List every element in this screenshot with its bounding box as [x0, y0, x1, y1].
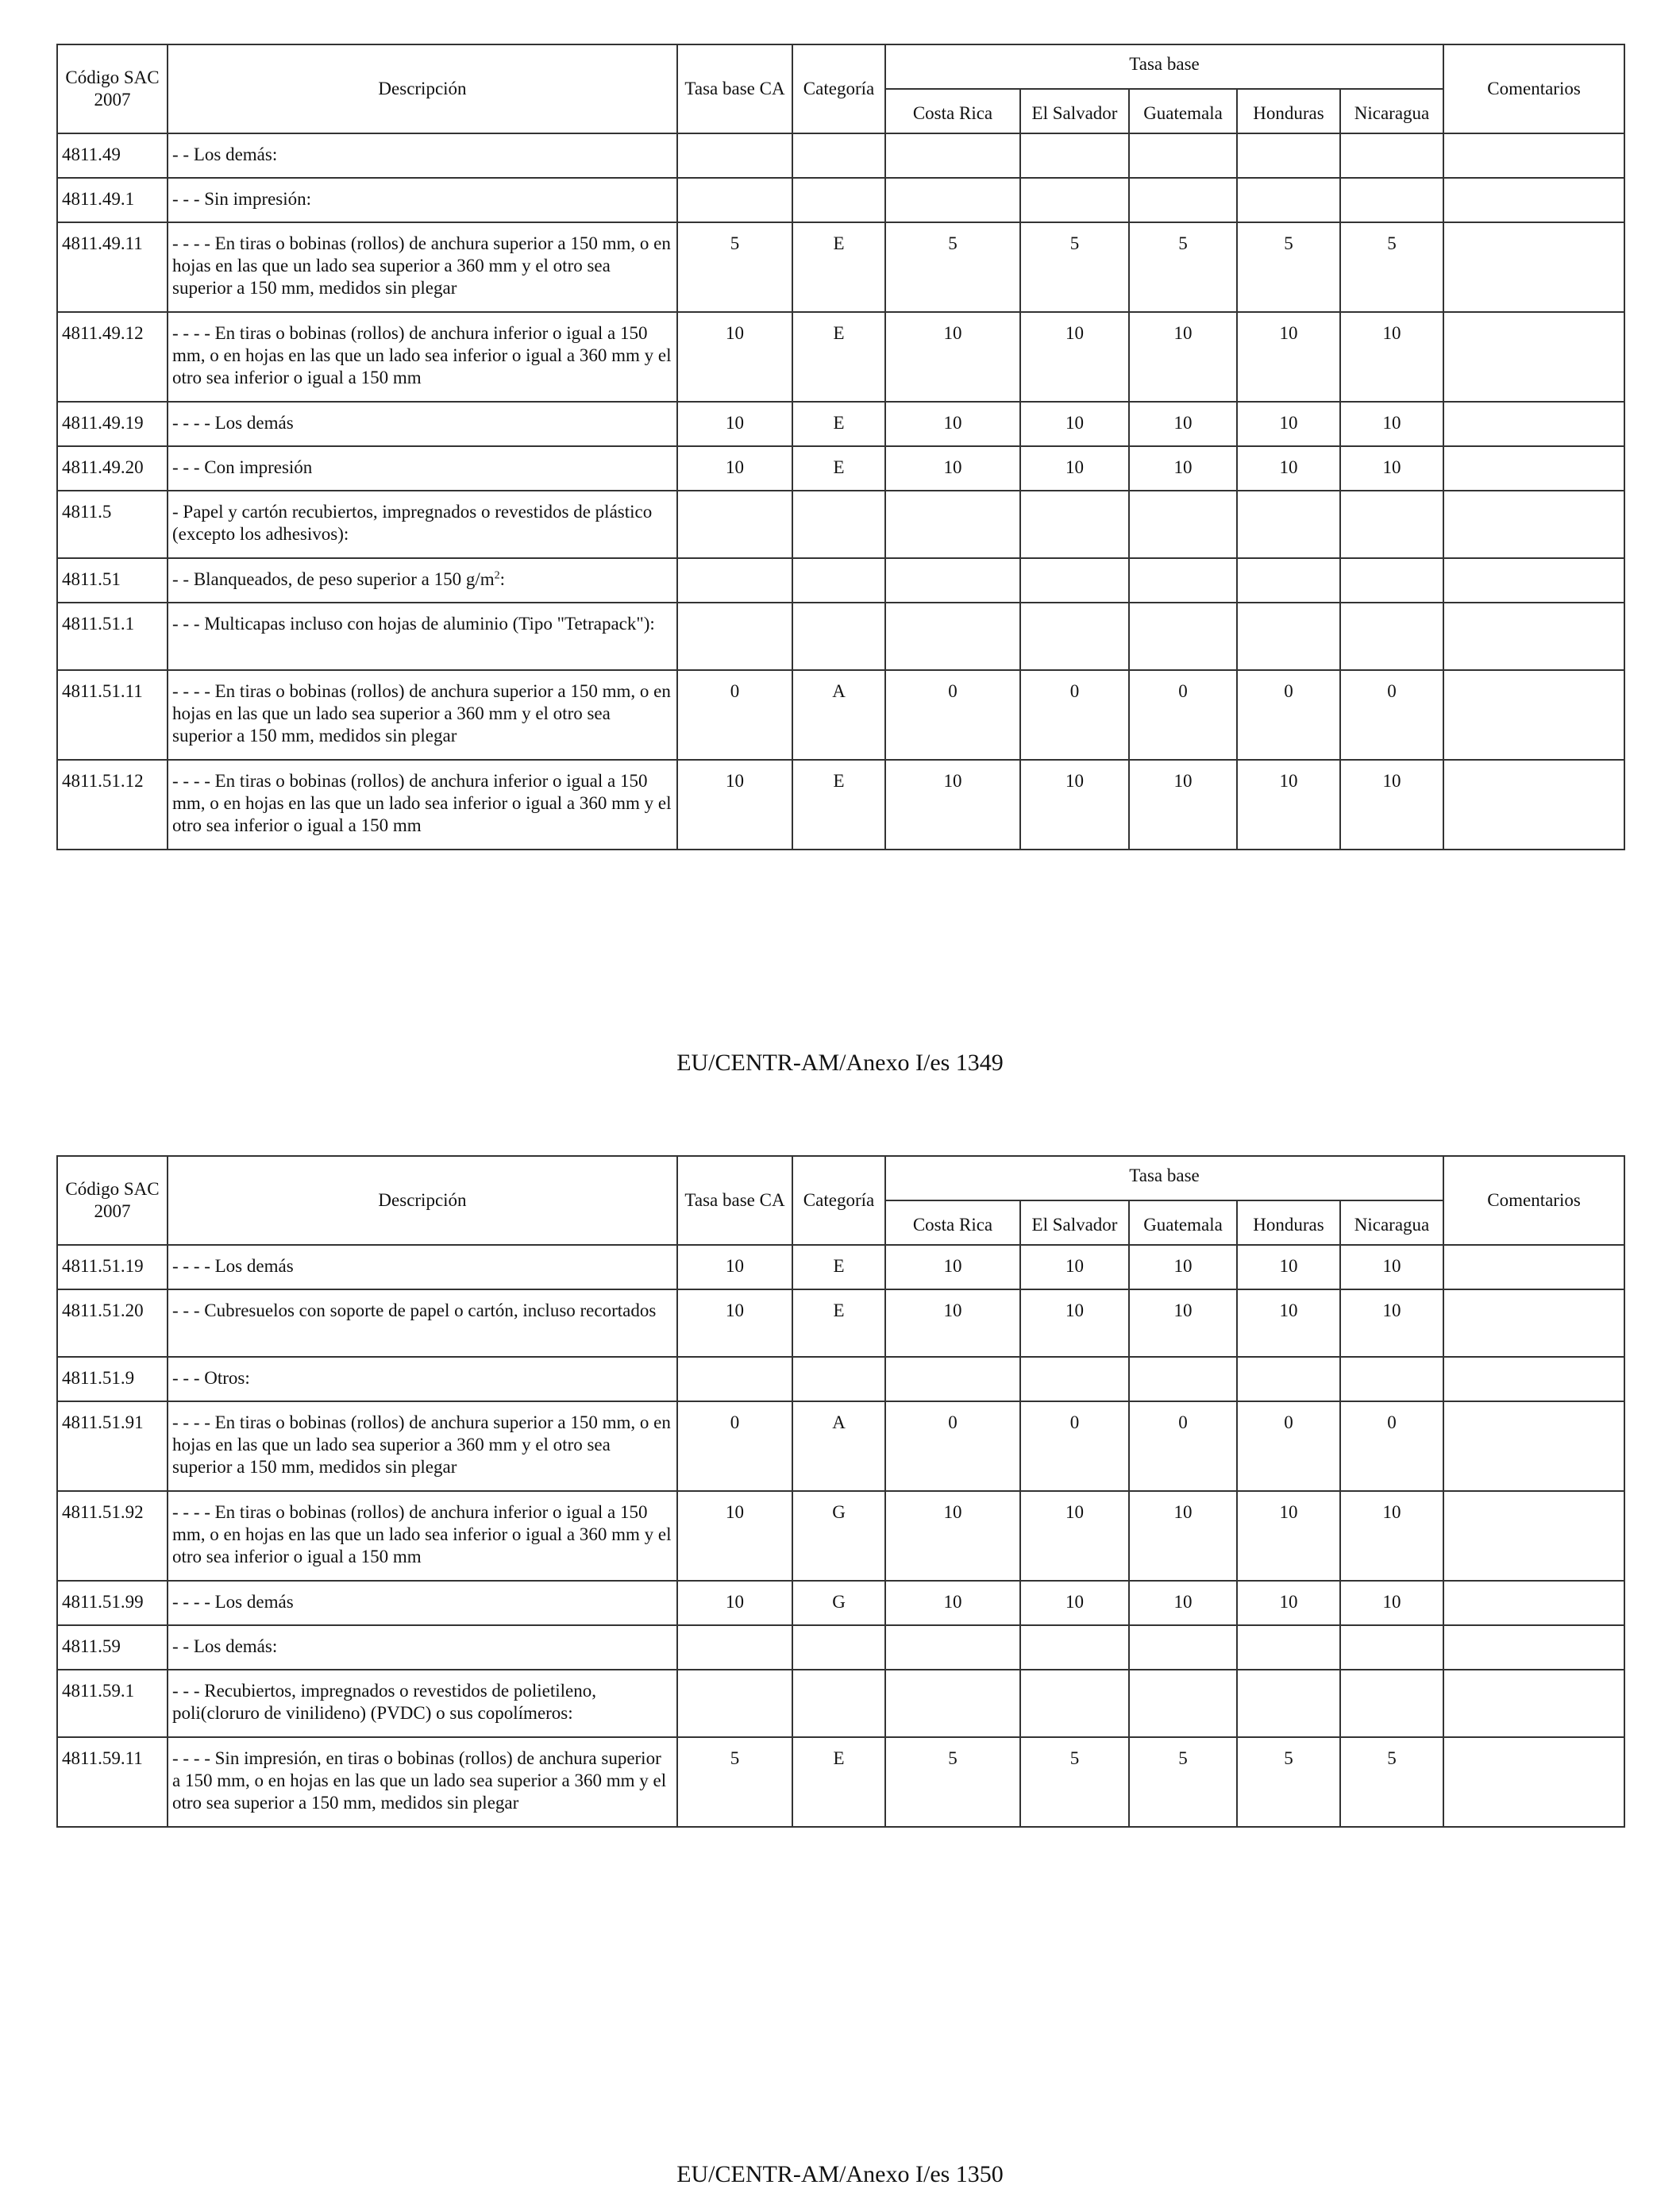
rate-ca-cell: 10	[677, 760, 792, 850]
honduras-cell: 10	[1237, 446, 1340, 491]
costa-rica-cell	[885, 178, 1020, 222]
honduras-cell: 5	[1237, 222, 1340, 312]
header-base-rate: Tasa base	[885, 44, 1443, 89]
el-salvador-cell	[1020, 1625, 1129, 1670]
guatemala-cell: 5	[1129, 222, 1237, 312]
nicaragua-cell	[1340, 1357, 1443, 1401]
rate-ca-cell	[677, 133, 792, 178]
honduras-cell: 10	[1237, 1245, 1340, 1289]
el-salvador-cell: 10	[1020, 760, 1129, 850]
description-text: - - Blanqueados, de peso superior a 150 g/m	[172, 569, 495, 589]
nicaragua-cell	[1340, 133, 1443, 178]
code-cell: 4811.51.12	[57, 760, 168, 850]
header-country: El Salvador	[1020, 1200, 1129, 1245]
code-cell: 4811.51.99	[57, 1581, 168, 1625]
nicaragua-cell: 10	[1340, 446, 1443, 491]
description-cell: - - - Recubiertos, impregnados o revestidos de polietileno, poli(cloruro de vinilideno) (PVDC) o sus copolímeros:	[168, 1670, 677, 1737]
code-cell: 4811.51.20	[57, 1289, 168, 1357]
rate-ca-cell	[677, 491, 792, 558]
nicaragua-cell: 10	[1340, 312, 1443, 402]
rate-ca-cell	[677, 1670, 792, 1737]
comments-cell	[1443, 558, 1624, 603]
description-cell: - - - Cubresuelos con soporte de papel o cartón, incluso recortados	[168, 1289, 677, 1357]
rate-ca-cell: 0	[677, 670, 792, 760]
header-code: Código SAC 2007	[57, 44, 168, 133]
costa-rica-cell	[885, 1670, 1020, 1737]
comments-cell	[1443, 1491, 1624, 1581]
table-row	[57, 312, 1624, 402]
nicaragua-cell	[1340, 603, 1443, 670]
header-comments: Comentarios	[1443, 1156, 1624, 1245]
category-cell: G	[792, 1491, 885, 1581]
table-row	[57, 178, 1624, 222]
nicaragua-cell: 10	[1340, 1581, 1443, 1625]
table-row	[57, 1357, 1624, 1401]
costa-rica-cell: 5	[885, 1737, 1020, 1827]
costa-rica-cell: 10	[885, 1491, 1020, 1581]
el-salvador-cell: 10	[1020, 402, 1129, 446]
costa-rica-cell: 10	[885, 760, 1020, 850]
comments-cell	[1443, 760, 1624, 850]
description-cell: - - - Otros:	[168, 1357, 677, 1401]
guatemala-cell: 10	[1129, 1245, 1237, 1289]
description-cell: - - - - En tiras o bobinas (rollos) de anchura superior a 150 mm, o en hojas en las que un lado sea superior a 360 mm y el otro sea superior a 150 mm, medidos sin plegar	[168, 222, 677, 312]
rate-ca-cell: 5	[677, 222, 792, 312]
description-cell: - - - Con impresión	[168, 446, 677, 491]
costa-rica-cell: 0	[885, 670, 1020, 760]
category-cell	[792, 558, 885, 603]
header-rate-ca: Tasa base CA	[677, 1156, 792, 1245]
header-country: Costa Rica	[885, 89, 1020, 133]
category-cell	[792, 1670, 885, 1737]
guatemala-cell	[1129, 178, 1237, 222]
nicaragua-cell: 10	[1340, 1289, 1443, 1357]
costa-rica-cell	[885, 1625, 1020, 1670]
description-cell: - - - - En tiras o bobinas (rollos) de anchura inferior o igual a 150 mm, o en hojas en las que un lado sea inferior o igual a 360 mm y el otro sea inferior o igual a 150 mm	[168, 1491, 677, 1581]
rate-ca-cell: 10	[677, 1289, 792, 1357]
header-description: Descripción	[168, 44, 677, 133]
costa-rica-cell: 10	[885, 1289, 1020, 1357]
honduras-cell	[1237, 133, 1340, 178]
costa-rica-cell: 0	[885, 1401, 1020, 1491]
costa-rica-cell	[885, 603, 1020, 670]
costa-rica-cell: 10	[885, 1581, 1020, 1625]
description-cell: - - - - Los demás	[168, 1245, 677, 1289]
nicaragua-cell	[1340, 491, 1443, 558]
table-row	[57, 491, 1624, 558]
category-cell: E	[792, 402, 885, 446]
comments-cell	[1443, 402, 1624, 446]
honduras-cell	[1237, 558, 1340, 603]
header-category: Categoría	[792, 44, 885, 133]
nicaragua-cell	[1340, 1625, 1443, 1670]
el-salvador-cell: 10	[1020, 1491, 1129, 1581]
rate-ca-cell	[677, 1357, 792, 1401]
code-cell: 4811.49.12	[57, 312, 168, 402]
rate-ca-cell	[677, 178, 792, 222]
rate-ca-cell: 5	[677, 1737, 792, 1827]
table-row	[57, 1491, 1624, 1581]
honduras-cell	[1237, 1357, 1340, 1401]
table-row	[57, 1581, 1624, 1625]
guatemala-cell: 10	[1129, 1289, 1237, 1357]
description-cell: - - - - Sin impresión, en tiras o bobinas (rollos) de anchura superior a 150 mm, o en hojas en las que un lado sea superior a 360 mm y el otro sea superior a 150 mm, medidos sin plegar	[168, 1737, 677, 1827]
honduras-cell	[1237, 1670, 1340, 1737]
table-row	[57, 1737, 1624, 1827]
category-cell: E	[792, 222, 885, 312]
description-cell: - - - - En tiras o bobinas (rollos) de anchura inferior o igual a 150 mm, o en hojas en las que un lado sea inferior o igual a 360 mm y el otro sea inferior o igual a 150 mm	[168, 760, 677, 850]
honduras-cell	[1237, 178, 1340, 222]
el-salvador-cell: 0	[1020, 1401, 1129, 1491]
code-cell: 4811.51.91	[57, 1401, 168, 1491]
table-row	[57, 670, 1624, 760]
description-cell: - - - Multicapas incluso con hojas de aluminio (Tipo "Tetrapack"):	[168, 603, 677, 670]
table-row	[57, 1670, 1624, 1737]
nicaragua-cell: 10	[1340, 1491, 1443, 1581]
header-country: El Salvador	[1020, 89, 1129, 133]
comments-cell	[1443, 1737, 1624, 1827]
honduras-cell	[1237, 1625, 1340, 1670]
rate-ca-cell: 10	[677, 312, 792, 402]
guatemala-cell: 0	[1129, 1401, 1237, 1491]
header-comments: Comentarios	[1443, 44, 1624, 133]
code-cell: 4811.49.19	[57, 402, 168, 446]
description-cell: - - - Sin impresión:	[168, 178, 677, 222]
code-cell: 4811.51.92	[57, 1491, 168, 1581]
rate-ca-cell: 10	[677, 1581, 792, 1625]
nicaragua-cell: 0	[1340, 1401, 1443, 1491]
description-cell: - Papel y cartón recubiertos, impregnados o revestidos de plástico (excepto los adhesivos):	[168, 491, 677, 558]
nicaragua-cell	[1340, 1670, 1443, 1737]
honduras-cell: 10	[1237, 402, 1340, 446]
header-base-rate: Tasa base	[885, 1156, 1443, 1200]
table-row	[57, 1401, 1624, 1491]
honduras-cell	[1237, 491, 1340, 558]
rate-ca-cell: 10	[677, 446, 792, 491]
el-salvador-cell: 5	[1020, 1737, 1129, 1827]
header-country: Guatemala	[1129, 1200, 1237, 1245]
table-row	[57, 222, 1624, 312]
category-cell: E	[792, 1289, 885, 1357]
description-text: :	[499, 569, 505, 589]
guatemala-cell: 10	[1129, 1491, 1237, 1581]
header-country: Honduras	[1237, 1200, 1340, 1245]
category-cell: E	[792, 760, 885, 850]
tariff-table-2	[56, 1155, 1625, 1828]
table-body	[57, 1245, 1624, 1827]
el-salvador-cell: 10	[1020, 1245, 1129, 1289]
description-cell: - - - - Los demás	[168, 402, 677, 446]
code-cell: 4811.49.20	[57, 446, 168, 491]
code-cell: 4811.59.1	[57, 1670, 168, 1737]
guatemala-cell: 5	[1129, 1737, 1237, 1827]
rate-ca-cell	[677, 1625, 792, 1670]
guatemala-cell: 10	[1129, 760, 1237, 850]
rate-ca-cell: 10	[677, 1245, 792, 1289]
table-body	[57, 133, 1624, 850]
category-cell: A	[792, 1401, 885, 1491]
header-country: Costa Rica	[885, 1200, 1020, 1245]
guatemala-cell: 10	[1129, 1581, 1237, 1625]
code-cell: 4811.51.9	[57, 1357, 168, 1401]
comments-cell	[1443, 1401, 1624, 1491]
category-cell: E	[792, 312, 885, 402]
code-cell: 4811.51.19	[57, 1245, 168, 1289]
header-country: Nicaragua	[1340, 1200, 1443, 1245]
header-description: Descripción	[168, 1156, 677, 1245]
category-cell	[792, 178, 885, 222]
category-cell: E	[792, 446, 885, 491]
code-cell: 4811.51.1	[57, 603, 168, 670]
el-salvador-cell	[1020, 133, 1129, 178]
el-salvador-cell	[1020, 491, 1129, 558]
guatemala-cell: 0	[1129, 670, 1237, 760]
page-footer: EU/CENTR-AM/Anexo I/es 1350	[676, 2161, 1004, 2187]
rate-ca-cell: 10	[677, 402, 792, 446]
guatemala-cell: 10	[1129, 312, 1237, 402]
guatemala-cell	[1129, 558, 1237, 603]
guatemala-cell	[1129, 1357, 1237, 1401]
table-row	[57, 402, 1624, 446]
honduras-cell: 10	[1237, 312, 1340, 402]
costa-rica-cell: 10	[885, 402, 1020, 446]
honduras-cell: 0	[1237, 1401, 1340, 1491]
nicaragua-cell: 5	[1340, 1737, 1443, 1827]
code-cell: 4811.49	[57, 133, 168, 178]
guatemala-cell	[1129, 491, 1237, 558]
rate-ca-cell	[677, 558, 792, 603]
honduras-cell: 10	[1237, 760, 1340, 850]
guatemala-cell	[1129, 1625, 1237, 1670]
description-cell: - - Los demás:	[168, 1625, 677, 1670]
category-cell: G	[792, 1581, 885, 1625]
nicaragua-cell	[1340, 178, 1443, 222]
honduras-cell: 10	[1237, 1289, 1340, 1357]
comments-cell	[1443, 1357, 1624, 1401]
category-cell	[792, 133, 885, 178]
el-salvador-cell	[1020, 178, 1129, 222]
header-country: Honduras	[1237, 89, 1340, 133]
comments-cell	[1443, 1245, 1624, 1289]
table-header	[57, 1156, 1624, 1245]
honduras-cell	[1237, 603, 1340, 670]
nicaragua-cell	[1340, 558, 1443, 603]
guatemala-cell: 10	[1129, 402, 1237, 446]
comments-cell	[1443, 1670, 1624, 1737]
comments-cell	[1443, 222, 1624, 312]
description-cell: - - - - Los demás	[168, 1581, 677, 1625]
el-salvador-cell	[1020, 1357, 1129, 1401]
table-row	[57, 760, 1624, 850]
el-salvador-cell: 10	[1020, 446, 1129, 491]
description-cell: - - - - En tiras o bobinas (rollos) de anchura superior a 150 mm, o en hojas en las que un lado sea superior a 360 mm y el otro sea superior a 150 mm, medidos sin plegar	[168, 1401, 677, 1491]
tariff-table-1	[56, 44, 1625, 850]
header-category: Categoría	[792, 1156, 885, 1245]
code-cell: 4811.51	[57, 558, 168, 603]
table-row	[57, 1625, 1624, 1670]
honduras-cell: 5	[1237, 1737, 1340, 1827]
category-cell: A	[792, 670, 885, 760]
header-rate-ca: Tasa base CA	[677, 44, 792, 133]
code-cell: 4811.49.11	[57, 222, 168, 312]
costa-rica-cell	[885, 491, 1020, 558]
category-cell	[792, 1625, 885, 1670]
costa-rica-cell: 10	[885, 1245, 1020, 1289]
rate-ca-cell: 0	[677, 1401, 792, 1491]
header-country: Nicaragua	[1340, 89, 1443, 133]
category-cell	[792, 603, 885, 670]
comments-cell	[1443, 312, 1624, 402]
nicaragua-cell: 10	[1340, 760, 1443, 850]
table-header	[57, 44, 1624, 133]
category-cell: E	[792, 1737, 885, 1827]
el-salvador-cell: 0	[1020, 670, 1129, 760]
table-row	[57, 1245, 1624, 1289]
superscript: 2	[494, 569, 500, 582]
comments-cell	[1443, 491, 1624, 558]
honduras-cell: 10	[1237, 1491, 1340, 1581]
comments-cell	[1443, 1625, 1624, 1670]
category-cell	[792, 1357, 885, 1401]
el-salvador-cell: 10	[1020, 312, 1129, 402]
nicaragua-cell: 5	[1340, 222, 1443, 312]
costa-rica-cell	[885, 1357, 1020, 1401]
nicaragua-cell: 10	[1340, 1245, 1443, 1289]
honduras-cell: 0	[1237, 670, 1340, 760]
guatemala-cell: 10	[1129, 446, 1237, 491]
description-cell: - - Los demás:	[168, 133, 677, 178]
description-cell: - - - - En tiras o bobinas (rollos) de anchura superior a 150 mm, o en hojas en las que un lado sea superior a 360 mm y el otro sea superior a 150 mm, medidos sin plegar	[168, 670, 677, 760]
costa-rica-cell: 10	[885, 446, 1020, 491]
code-cell: 4811.59	[57, 1625, 168, 1670]
comments-cell	[1443, 133, 1624, 178]
code-cell: 4811.49.1	[57, 178, 168, 222]
nicaragua-cell: 0	[1340, 670, 1443, 760]
table-row	[57, 1289, 1624, 1357]
comments-cell	[1443, 603, 1624, 670]
el-salvador-cell	[1020, 558, 1129, 603]
code-cell: 4811.51.11	[57, 670, 168, 760]
code-cell: 4811.59.11	[57, 1737, 168, 1827]
el-salvador-cell: 5	[1020, 222, 1129, 312]
description-cell: - - - - En tiras o bobinas (rollos) de anchura inferior o igual a 150 mm, o en hojas en las que un lado sea inferior o igual a 360 mm y el otro sea inferior o igual a 150 mm	[168, 312, 677, 402]
table-row	[57, 446, 1624, 491]
costa-rica-cell: 5	[885, 222, 1020, 312]
rate-ca-cell: 10	[677, 1491, 792, 1581]
costa-rica-cell	[885, 558, 1020, 603]
comments-cell	[1443, 1581, 1624, 1625]
category-cell: E	[792, 1245, 885, 1289]
comments-cell	[1443, 670, 1624, 760]
page-footer: EU/CENTR-AM/Anexo I/es 1349	[676, 1050, 1004, 1076]
guatemala-cell	[1129, 1670, 1237, 1737]
honduras-cell: 10	[1237, 1581, 1340, 1625]
costa-rica-cell: 10	[885, 312, 1020, 402]
comments-cell	[1443, 178, 1624, 222]
rate-ca-cell	[677, 603, 792, 670]
guatemala-cell	[1129, 133, 1237, 178]
costa-rica-cell	[885, 133, 1020, 178]
header-country: Guatemala	[1129, 89, 1237, 133]
table-row	[57, 603, 1624, 670]
description-cell	[168, 558, 677, 603]
el-salvador-cell: 10	[1020, 1289, 1129, 1357]
comments-cell	[1443, 1289, 1624, 1357]
el-salvador-cell: 10	[1020, 1581, 1129, 1625]
comments-cell	[1443, 446, 1624, 491]
header-code: Código SAC 2007	[57, 1156, 168, 1245]
table-row	[57, 133, 1624, 178]
code-cell: 4811.5	[57, 491, 168, 558]
guatemala-cell	[1129, 603, 1237, 670]
category-cell	[792, 491, 885, 558]
nicaragua-cell: 10	[1340, 402, 1443, 446]
el-salvador-cell	[1020, 603, 1129, 670]
el-salvador-cell	[1020, 1670, 1129, 1737]
table-row	[57, 558, 1624, 603]
